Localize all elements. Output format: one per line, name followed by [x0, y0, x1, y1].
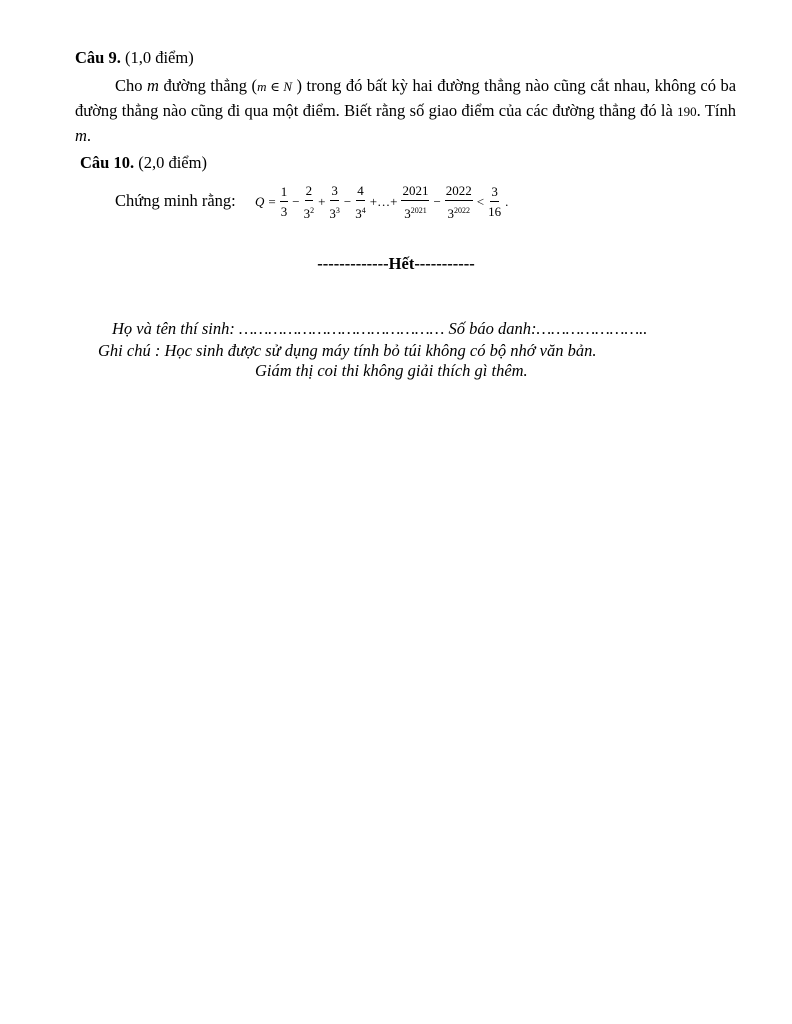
formula-term-3: [329, 183, 340, 222]
question-9-body: [75, 74, 736, 148]
q9-var-m-2: m: [75, 126, 87, 145]
question-9-title: Câu 9.: [75, 48, 121, 67]
term-4-exp: 4: [361, 205, 366, 215]
term-4-num: 4: [356, 183, 365, 201]
term-3-den: [329, 201, 340, 222]
formula-eq: =: [268, 194, 276, 209]
term-5-num: 2021: [401, 183, 429, 201]
proctor-line: Giám thị coi thi không giải thích gì thêm.: [255, 361, 528, 380]
term-2-den: [304, 201, 315, 222]
rhs-num: 3: [490, 184, 499, 202]
term-6-exp: 2022: [454, 205, 471, 215]
q9-var-m: m: [147, 76, 159, 95]
term-5-exp: 2021: [410, 205, 427, 215]
term-3-base: 3: [329, 205, 336, 221]
note-line: Ghi chú : Học sinh được sử dụng máy tính bỏ túi không có bộ nhớ văn bản.: [98, 341, 597, 360]
term-6-op: −: [433, 194, 441, 209]
q9-text-start: Cho: [115, 76, 143, 95]
term-6-den: [448, 201, 471, 222]
formula-relation: <: [476, 194, 485, 209]
term-6-num: 2022: [445, 183, 473, 201]
term-3-num: 3: [330, 183, 339, 201]
term-5-base: 3: [404, 205, 411, 221]
term-2-base: 3: [303, 205, 311, 221]
formula-end: .: [505, 194, 509, 209]
formula: [255, 180, 510, 224]
term-4-base: 3: [355, 205, 362, 221]
formula-term-1: [280, 184, 289, 220]
end-marker: -------------Hết-----------: [317, 254, 475, 273]
term-2-exp: 2: [310, 205, 315, 215]
term-5-op: +…+: [369, 194, 398, 209]
formula-term-5: [401, 183, 429, 222]
question-9-points: (1,0 điểm): [124, 48, 194, 67]
term-3-op: +: [318, 194, 326, 209]
term-4-den: [355, 201, 366, 222]
question-10-points: (2,0 điểm): [138, 153, 207, 172]
candidate-info-line: Họ và tên thí sinh: …………………………………… Số báo danh:…………………..: [112, 319, 648, 338]
term-2-num: 2: [305, 183, 314, 201]
q9-text-rest: ) trong đó bất kỳ hai đường thẳng nào cũng cắt nhau, không có ba đường thẳng nào cũng đi qua một điểm. Biết rằng số giao điểm của các đường thẳng đó là: [75, 76, 737, 120]
term-6-base: 3: [447, 205, 455, 221]
term-4-op: −: [343, 194, 352, 209]
formula-term-2: [304, 183, 315, 222]
question-10-title: Câu 10.: [80, 153, 135, 172]
formula-lhs: Q: [255, 194, 265, 209]
term-5-den: [404, 201, 427, 222]
rhs-den: 16: [488, 204, 502, 219]
q9-text-mid: đường thẳng (: [163, 76, 258, 95]
prove-label: Chứng minh rằng:: [115, 191, 236, 210]
q9-intersection-count: 190: [677, 104, 697, 119]
formula-term-4: [355, 183, 366, 222]
term-3-exp: 3: [335, 205, 340, 215]
term-1-den: [281, 202, 288, 220]
question-10-heading: [80, 153, 207, 173]
formula-term-6: [445, 183, 473, 222]
q9-text-end: . Tính: [696, 101, 736, 120]
term-2-op: −: [292, 194, 300, 209]
q9-condition: m ∈ N: [257, 79, 293, 94]
formula-rhs: [488, 184, 501, 220]
q9-period: .: [86, 126, 92, 145]
term-1-num: 1: [280, 184, 289, 202]
question-9-heading: [75, 48, 194, 68]
term-1-base: 3: [280, 204, 288, 219]
